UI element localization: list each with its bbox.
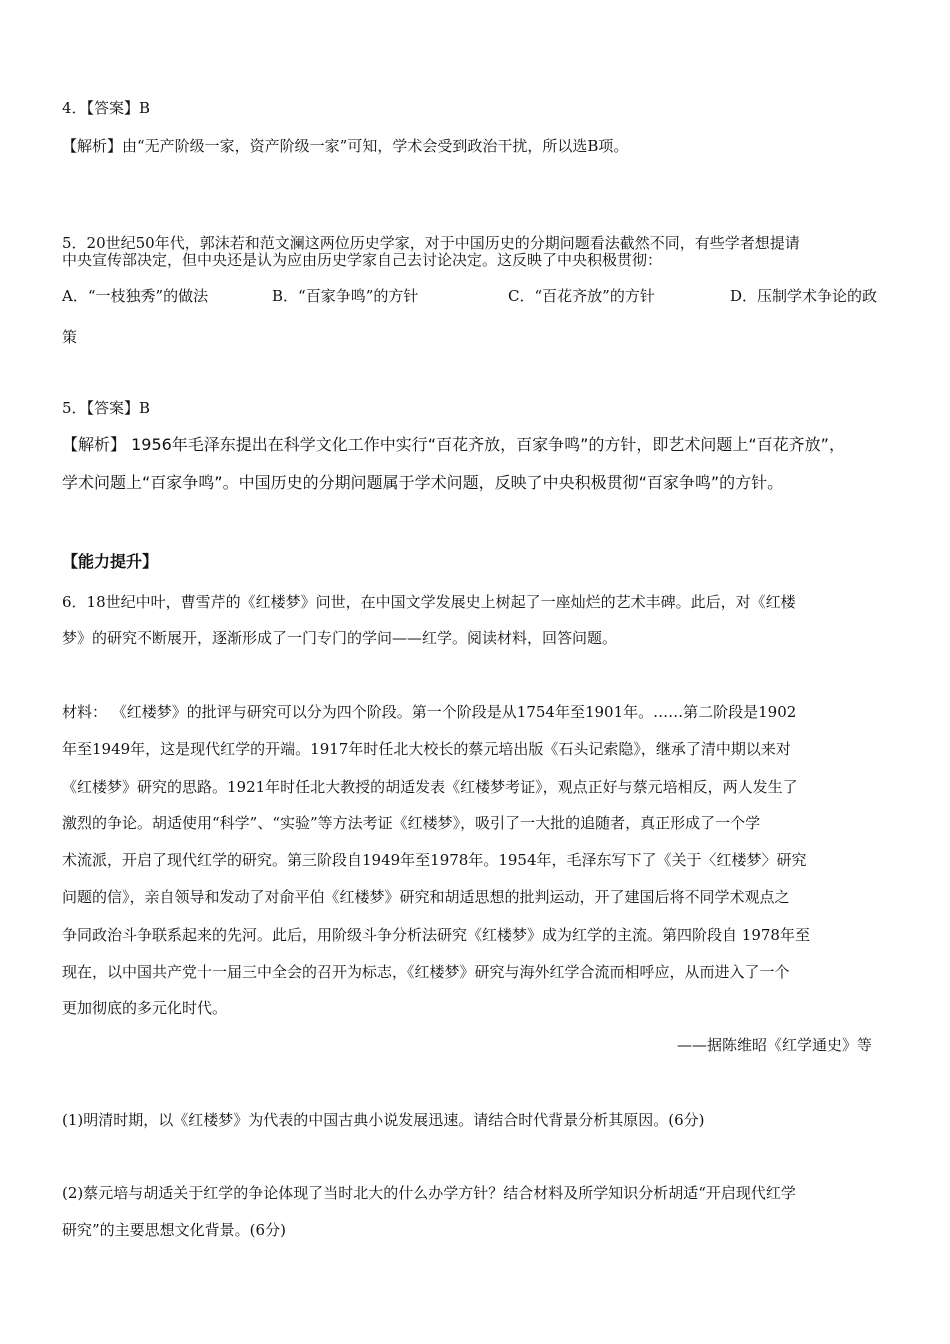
material-line: 《红楼梦》研究的思路。1921年时任北大教授的胡适发表《红楼梦考证》，观点正好与蔡元培相反，两人发生了 bbox=[62, 778, 798, 796]
q5-option-d: D．压制学术争论的政 bbox=[730, 287, 878, 305]
material-line: 激烈的争论。胡适使用“科学”、“实验”等方法考证《红楼梦》，吸引了一大批的追随者，真正形成了一个学 bbox=[62, 814, 761, 832]
material-line: 年至1949年，这是现代红学的开端。1917年时任北大校长的蔡元培出版《石头记索隐》，继承了清中期以来对 bbox=[62, 740, 791, 758]
q5-stem-line1: 5．20世纪50年代，郭沫若和范文澜这两位历史学家，对于中国历史的分期问题看法截然不同，有些学者想提请 bbox=[62, 234, 800, 252]
q6-stem-line1: 6．18世纪中叶，曹雪芹的《红楼梦》问世，在中国文学发展史上树起了一座灿烂的艺术丰碑。此后，对《红楼 bbox=[62, 593, 796, 611]
material-line: 术流派，开启了现代红学的研究。第三阶段自1949年至1978年。1954年，毛泽东写下了《关于〈红楼梦〉研究 bbox=[62, 851, 807, 869]
q5-answer: 5．【答案】B bbox=[62, 399, 151, 417]
q6-sub-question-1: (1)明清时期，以《红楼梦》为代表的中国古典小说发展迅速。请结合时代背景分析其原因。(6分) bbox=[62, 1111, 705, 1129]
q5-option-a: A．“一枝独秀”的做法 bbox=[62, 287, 209, 305]
q5-option-c: C．“百花齐放”的方针 bbox=[508, 287, 655, 305]
q6-stem-line2: 梦》的研究不断展开，逐渐形成了一门专门的学问——红学。阅读材料，回答问题。 bbox=[62, 629, 618, 647]
material-line: 现在，以中国共产党十一届三中全会的召开为标志，《红楼梦》研究与海外红学合流而相呼应，从而进入了一个 bbox=[62, 963, 790, 981]
q5-analysis-line2: 学术问题上“百家争鸣”。中国历史的分期问题属于学术问题，反映了中央积极贯彻“百家争鸣”的方针。 bbox=[62, 473, 784, 492]
q4-analysis: 【解析】由“无产阶级一家，资产阶级一家”可知，学术会受到政治干扰，所以选B项。 bbox=[62, 137, 629, 155]
material-line: 材料： 《红楼梦》的批评与研究可以分为四个阶段。第一个阶段是从1754年至1901年。……第二阶段是1902 bbox=[62, 703, 797, 721]
q6-sub-question-2-line1: (2)蔡元培与胡适关于红学的争论体现了当时北大的什么办学方针？结合材料及所学知识分析胡适“开启现代红学 bbox=[62, 1184, 796, 1202]
section-heading: 【能力提升】 bbox=[62, 552, 159, 571]
material-line: 更加彻底的多元化时代。 bbox=[62, 999, 228, 1017]
q5-stem-line2: 中央宣传部决定，但中央还是认为应由历史学家自己去讨论决定。这反映了中央积极贯彻： bbox=[62, 251, 663, 269]
q5-option-d-cont: 策 bbox=[62, 328, 78, 346]
q6-sub-question-2-line2: 研究”的主要思想文化背景。(6分) bbox=[62, 1221, 286, 1239]
q5-analysis-line1: 【解析】 1956年毛泽东提出在科学文化工作中实行“百花齐放，百家争鸣”的方针，即艺术问题上“百花齐放”， bbox=[62, 435, 845, 454]
material-source: ——据陈维昭《红学通史》等 bbox=[676, 1036, 872, 1054]
q5-option-b: B．“百家争鸣”的方针 bbox=[272, 287, 419, 305]
q4-answer: 4．【答案】B bbox=[62, 99, 151, 117]
material-line: 争同政治斗争联系起来的先河。此后，用阶级斗争分析法研究《红楼梦》成为红学的主流。第四阶段自 1978年至 bbox=[62, 926, 810, 944]
material-line: 问题的信》，亲自领导和发动了对俞平伯《红楼梦》研究和胡适思想的批判运动，开了建国后将不同学术观点之 bbox=[62, 888, 790, 906]
